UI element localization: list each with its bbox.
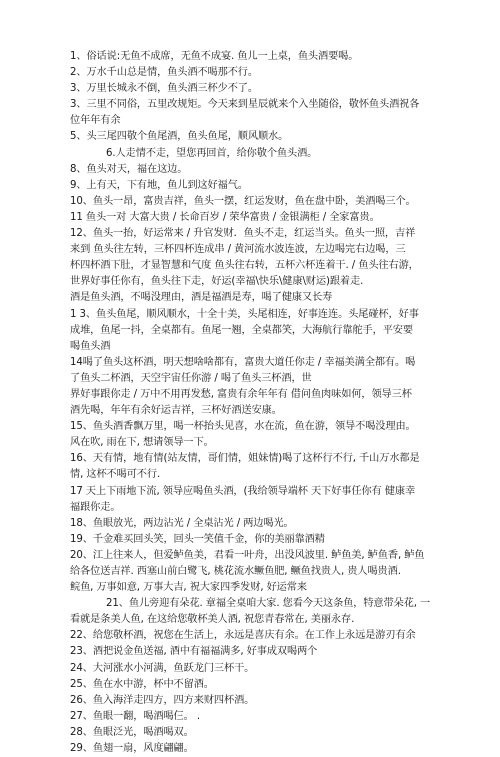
text-line: 16、天有情，地有情(站友情，哥们情，姐妹情)喝了这杯行不行, 千山万水都是 — [70, 453, 420, 465]
text-line: 6.人走情不走，望您再回首，给你敬个鱼头酒。 — [106, 147, 318, 159]
text-line: 19、千金难买回头笑，回头一笑值千金，你的美丽靠酒精 — [70, 533, 325, 545]
text-line: 26、鱼入海洋走四方，四方来财四杯酒。 — [70, 694, 255, 706]
text-line: 3、万里长城永不倒，鱼头酒三杯少不了。 — [70, 83, 258, 95]
text-line: 成堆，鱼尾一抖，全桌都有。鱼尾一翘，全桌都笑，大海航行靠舵手，平安要 — [70, 324, 413, 336]
text-line: 11 鱼头一对 大富大贵 / 长命百岁 / 荣华富贵 / 金银满柜 / 全家富贵。 — [70, 211, 380, 223]
text-line: 了鱼头二杯酒，天空宇宙任你游 / 喝了鱼头三杯酒，世 — [70, 372, 312, 384]
text-line: 23、酒把说金鱼送福, 酒中有福福满多, 好事成双喝两个 — [70, 646, 318, 658]
text-line: 情, 这杯不喝可不行. — [70, 469, 161, 481]
text-line: 喝鱼头酒 — [70, 340, 111, 352]
text-line: 看就是条美人鱼, 在这给您敬杯美人酒, 祝您青春常在, 美丽永存. — [70, 614, 355, 626]
text-line: 界好事跟你走 / 万中不用再发愁, 富贵有余年年有 借问鱼肉味如何，领导三杯 — [70, 388, 412, 400]
text-line: 2、万水千山总是情，鱼头酒不喝那不行。 — [70, 67, 258, 79]
text-line: 21、鱼儿旁迎有朵花. 章福全桌咱大家. 您看今天这条鱼，特意带朵花, 一 — [106, 598, 431, 610]
text-line: 25、鱼在水中游，杯中不留酒。 — [70, 678, 214, 690]
text-line: 20、江上往来人，但爱鲈鱼美，君看一叶舟，出没风波里. 鲈鱼美, 鲈鱼香, 鲈鱼 — [70, 549, 425, 561]
text-line: 12、鱼头一抬，好运常来 / 升官发财．鱼头不走，红运当头。鱼头一照，吉祥 — [70, 228, 416, 240]
text-line: 15、鱼头酒香飘万里，喝一杯抬头见喜，水在流，鱼在游，领导不喝没理由。 — [70, 421, 416, 433]
text-line: 3、三里不同俗，五里改规矩。今天来到星辰就来个入坐随俗，敬怀鱼头酒祝各 — [70, 99, 420, 111]
text-line: 1、俗话说:无鱼不成席，无鱼不成宴. 鱼儿一上桌，鱼头酒要喝。 — [70, 51, 359, 62]
text-line: 来到 鱼头往左转，三杯四杯连成串 / 黄河流水波连波，左边喝完右边喝，三 — [70, 244, 406, 256]
text-line: 28、鱼眼泛光，喝酒喝双。 — [70, 726, 194, 738]
text-line: 24、大河涨水小河满，鱼跃龙门三杯干。 — [70, 662, 255, 674]
text-line: 世界好事任你有，鱼头往下走，好运(幸福\快乐\健康\财运)跟着走. — [70, 276, 364, 288]
text-line: 给各位送吉祥. 西塞山前白鹭飞, 桃花流水鳜鱼肥, 鳜鱼找贵人, 贵人喝贵酒. — [70, 566, 401, 577]
text-line: 酒先喝，年年有余好运吉祥，三杯好酒送安康。 — [70, 405, 282, 417]
text-line: 酒是鱼头酒，不喝没理由，酒是福酒是寿，喝了健康又长寿 — [70, 292, 333, 304]
text-line: 1 3、鱼头鱼尾，顺风顺水，十全十美，头尾相连，好事连连。头尾碰杯，好事 — [70, 308, 419, 320]
text-line: 27、鱼眼一翻，喝酒喝仨。 . — [70, 710, 201, 722]
text-line: 17 天上下雨地下流, 领导应喝鱼头酒，(我给领导端杯 天下好事任你有 健康幸 — [70, 485, 416, 497]
text-line: 福跟你走。 — [70, 501, 121, 513]
text-line: 10、鱼头一昂，富贵吉祥，鱼头一摆，红运发财，鱼在盘中卧，美酒喝三个。 — [70, 195, 416, 207]
text-line: 9、上有天，下有地，鱼儿到这好福气。 — [70, 179, 248, 191]
text-line: 14喝了鱼头这杯酒，明天想啥啥都有，富贵大道任你走 / 幸福美满全都有。喝 — [70, 356, 416, 368]
text-line: 5、头三尾四敬个鱼尾酒，鱼头鱼尾，顺风顺水。 — [70, 131, 289, 143]
text-line: 29、鱼翅一扇，风度翩翩。 — [70, 743, 194, 755]
text-line: 鲩鱼, 万事如意, 万事大吉, 祝大家四季发财, 好运常来 — [70, 582, 307, 594]
text-line: 风在吹, 雨在下, 想请领导一下。 — [70, 437, 214, 449]
text-line: 18、鱼眼放光，两边沾光 / 全桌沾光 / 两边喝光。 — [70, 517, 294, 529]
text-line: 8、鱼头对天，福在这边。 — [70, 163, 188, 175]
text-line: 位年年有余 — [70, 115, 121, 127]
text-line: 22、给您敬杯酒，祝您在生活上，永远是喜庆有余。在工作上永远是游刃有余 — [70, 630, 416, 642]
text-line: 杯四杯酒下肚，才显智慧和气度 鱼头往右转，五杯六杯连着干. / 鱼头往右游， — [70, 260, 419, 272]
